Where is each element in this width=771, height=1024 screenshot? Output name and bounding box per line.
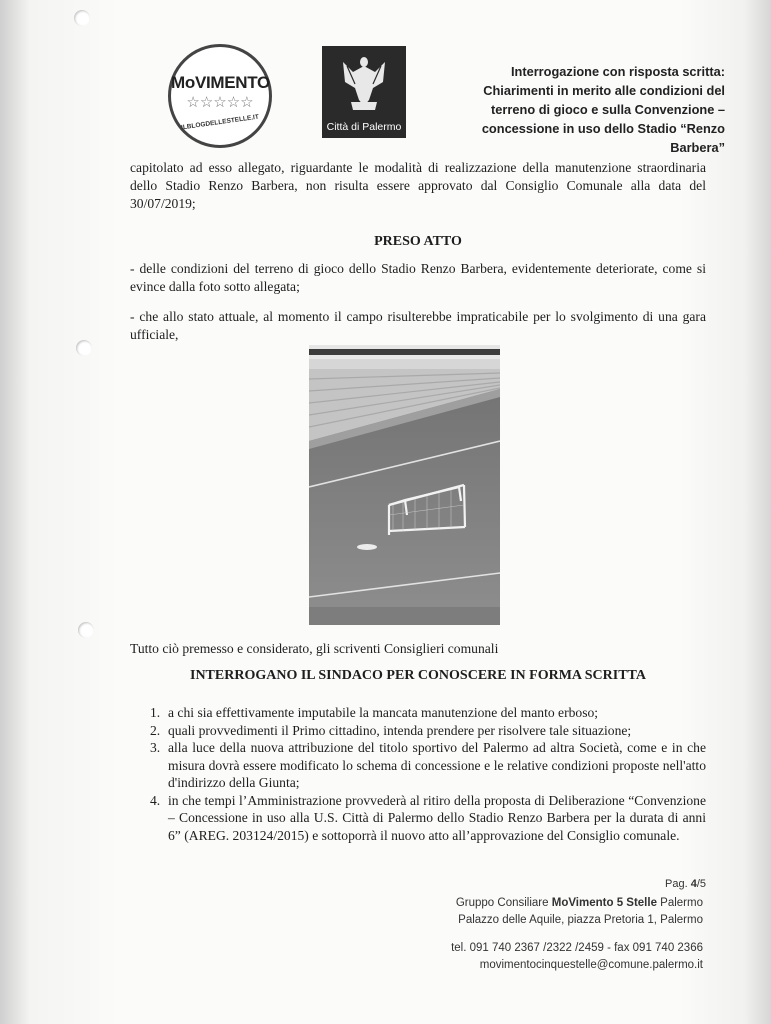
list-item-number: 3. <box>150 740 161 755</box>
footer-address: Palazzo delle Aquile, piazza Pretoria 1, Palermo <box>458 914 703 926</box>
list-item-text: alla luce della nuova attribuzione del titolo sportivo del Palermo ad altra Società, come e in che misura dovrà essere modificato lo schema di concessione e le relative condizioni proposte nell'atto d'indirizzo della Giunta; <box>168 740 706 790</box>
intro-paragraph: capitolato ad esso allegato, riguardante le modalità di realizzazione della manutenzione straordinaria dello Stadio Renzo Barbera, non risulta essere approvato dal Consiglio Comunale alla data del 30/07/2019; <box>130 160 706 211</box>
footer-email: movimentocinquestelle@comune.palermo.it <box>479 959 703 971</box>
list-item-text: a chi sia effettivamente imputabile la mancata manutenzione del manto erboso; <box>168 705 599 720</box>
preso-atto-heading: PRESO ATTO <box>374 234 462 249</box>
footer-group-suffix: Palermo <box>656 897 703 909</box>
movimento-logo-word: MoVIMENTO <box>171 73 270 92</box>
footer-group-name: MoVimento 5 Stelle <box>551 897 657 909</box>
movimento-logo-arc-text: ILBLOGDELLESTELLE.IT <box>180 113 260 132</box>
page-total: /5 <box>696 878 706 890</box>
title-line: concessione in uso dello Stadio “Renzo Barbera” <box>481 121 725 155</box>
list-item-number: 4. <box>150 792 161 808</box>
document-title <box>425 62 725 157</box>
interrogano-heading: INTERROGANO IL SINDACO PER CONOSCERE IN FORMA SCRITTA <box>190 668 646 683</box>
stadium-pitch-photo <box>309 345 500 625</box>
page-current: 4 <box>690 878 697 890</box>
interrogano-list <box>130 704 706 844</box>
list-item-number: 1. <box>150 705 161 720</box>
list-item <box>130 739 706 792</box>
premesso-paragraph: Tutto ciò premesso e considerato, gli scriventi Consiglieri comunali <box>130 641 499 656</box>
list-item <box>130 722 706 740</box>
preso-atto-item: - delle condizioni del terreno di gioco dello Stadio Renzo Barbera, evidentemente deteriorate, come si evince dalla foto sotto allegata; <box>130 261 706 294</box>
title-line: terreno di gioco e sulla Convenzione – <box>491 102 725 117</box>
footer-group-line <box>343 895 703 912</box>
citta-di-palermo-logo <box>322 46 406 138</box>
eagle-crest-icon <box>339 52 389 114</box>
punch-hole-top <box>74 10 90 26</box>
footer-phone: tel. 091 740 2367 /2322 /2459 - fax 091 740 2366 <box>451 942 703 954</box>
list-item-number: 2. <box>150 722 161 738</box>
movimento-logo <box>168 44 272 148</box>
page-number <box>665 878 706 890</box>
list-item-text: in che tempi l’Amministrazione provvederà al ritiro della proposta di Deliberazione “Convenzione – Concessione in uso alla U.S. Città di Palermo dello Stadio Renzo Barbera per la durata di anni 6” (AREG. 203124/2015) e sottoporrà il nuovo atto all’approvazione del Consiglio comunale. <box>168 792 706 843</box>
preso-atto-item: - che allo stato attuale, al momento il campo risulterebbe impraticabile per lo svolgimento di una gara ufficiale, <box>130 309 706 342</box>
list-item <box>130 792 706 845</box>
list-item <box>130 704 706 722</box>
footer-group-prefix: Gruppo Consiliare <box>455 897 552 909</box>
list-item-text: quali provvedimenti il Primo cittadino, intenda prendere per risolvere tale situazione; <box>168 722 632 738</box>
citta-di-palermo-label: Città di Palermo <box>326 121 402 133</box>
punch-hole-lower <box>78 622 94 638</box>
title-line: Interrogazione con risposta scritta: <box>510 64 725 79</box>
page-label: Pag. <box>665 878 691 890</box>
punch-hole-middle <box>76 340 92 356</box>
movimento-logo-stars-icon: ☆☆☆☆☆ <box>186 95 254 111</box>
title-line: Chiarimenti in merito alle condizioni del <box>483 83 725 98</box>
